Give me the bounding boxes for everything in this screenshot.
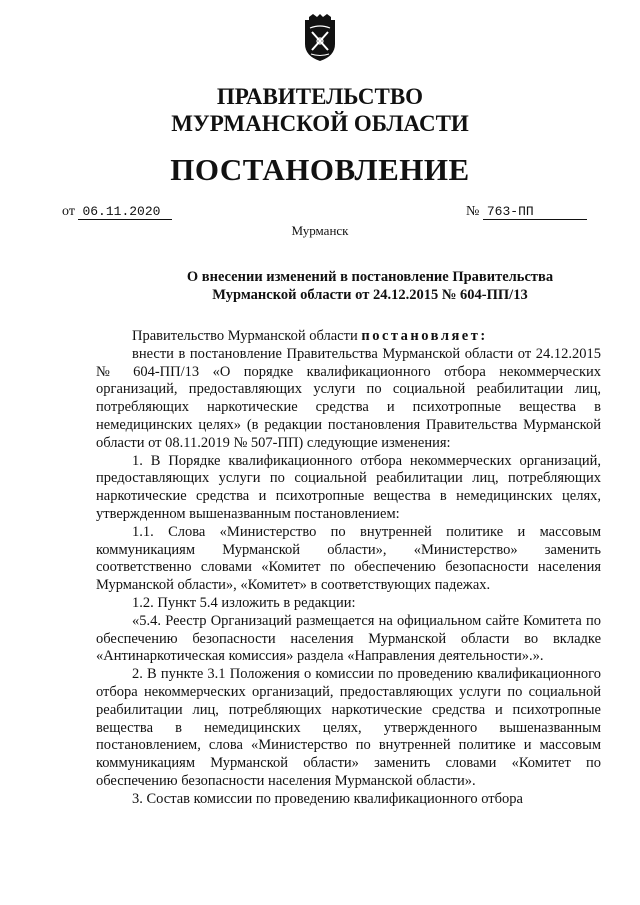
document-type: ПОСТАНОВЛЕНИЕ [170,152,470,187]
date-prefix: от [62,204,75,219]
paragraph-5-4-quote: «5.4. Реестр Организаций размещается на официальном сайте Комитета по обеспечению безопасности населения Мурманской области во вкладке «Антинаркотическая комиссия» раздела «Направления деятельности».». [96,612,601,665]
document-body [96,328,601,809]
subject-line2: Мурманской области от 24.12.2015 № 604-ПП/13 [212,287,528,303]
number-block [466,203,587,221]
intro-paragraph [96,328,601,346]
paragraph-3: 3. Состав комиссии по проведению квалификационного отбора [132,790,523,807]
number-prefix: № [466,204,480,219]
city: Мурманск [291,223,349,238]
government-title-line1: ПРАВИТЕЛЬСТВО [216,84,424,109]
date-block [62,203,172,221]
document-number: 763-ПП [483,204,587,220]
intro-text: Правительство Мурманской области [132,328,362,344]
document-subject [150,268,590,304]
paragraph-1-1: 1.1. Слова «Министерство по внутренней политике и массовым коммуникациям Мурманской области», «Министерство» заменить соответственно словами «Комитет по обеспечению безопасности населения Мурманской области», «Комитет» в соответствующих падежах. [96,523,601,594]
subject-line1: О внесении изменений в постановление Правительства [186,269,554,285]
paragraph-1: 1. В Порядке квалификационного отбора некоммерческих организаций, предоставляющих услуги по социальной реабилитации лиц, потребляющих наркотические средства и психотропные вещества в немедицинских целях, утвержденном вышеназванным постановлением: [96,452,601,522]
intro-verb: постановляет: [361,328,488,344]
paragraph-2: 2. В пункте 3.1 Положения о комиссии по проведению квалификационного отбора некоммерческих организаций, предоставляющих услуги по социальной реабилитации лиц, потребляющих наркотические средства и психотропные вещества в немедицинских целях, утвержденного вышеназванным постановлением, слова «Министерство по внутренней политике и массовым коммуникациям Мурманской области» заменить словами «Комитет по обеспечению безопасности населения Мурманской области». [96,666,601,789]
government-title-line2: МУРМАНСКОЙ ОБЛАСТИ [171,111,469,136]
document-date: 06.11.2020 [78,204,172,220]
paragraph-1-2: 1.2. Пункт 5.4 изложить в редакции: [132,594,356,611]
government-title [0,83,640,137]
coat-of-arms-icon [301,14,339,62]
paragraph-main: внести в постановление Правительства Мурманской области от 24.12.2015 № 604-ПП/13 «О порядке квалификационного отбора некоммерческих организаций, предоставляющих услуги по социальной реабилитации лиц, потребляющих наркотические средства и психотропные вещества в немедицинских целях» (в редакции постановления Правительства Мурманской области от 08.11.2019 № 507-ПП) следующие изменения: [96,345,601,451]
